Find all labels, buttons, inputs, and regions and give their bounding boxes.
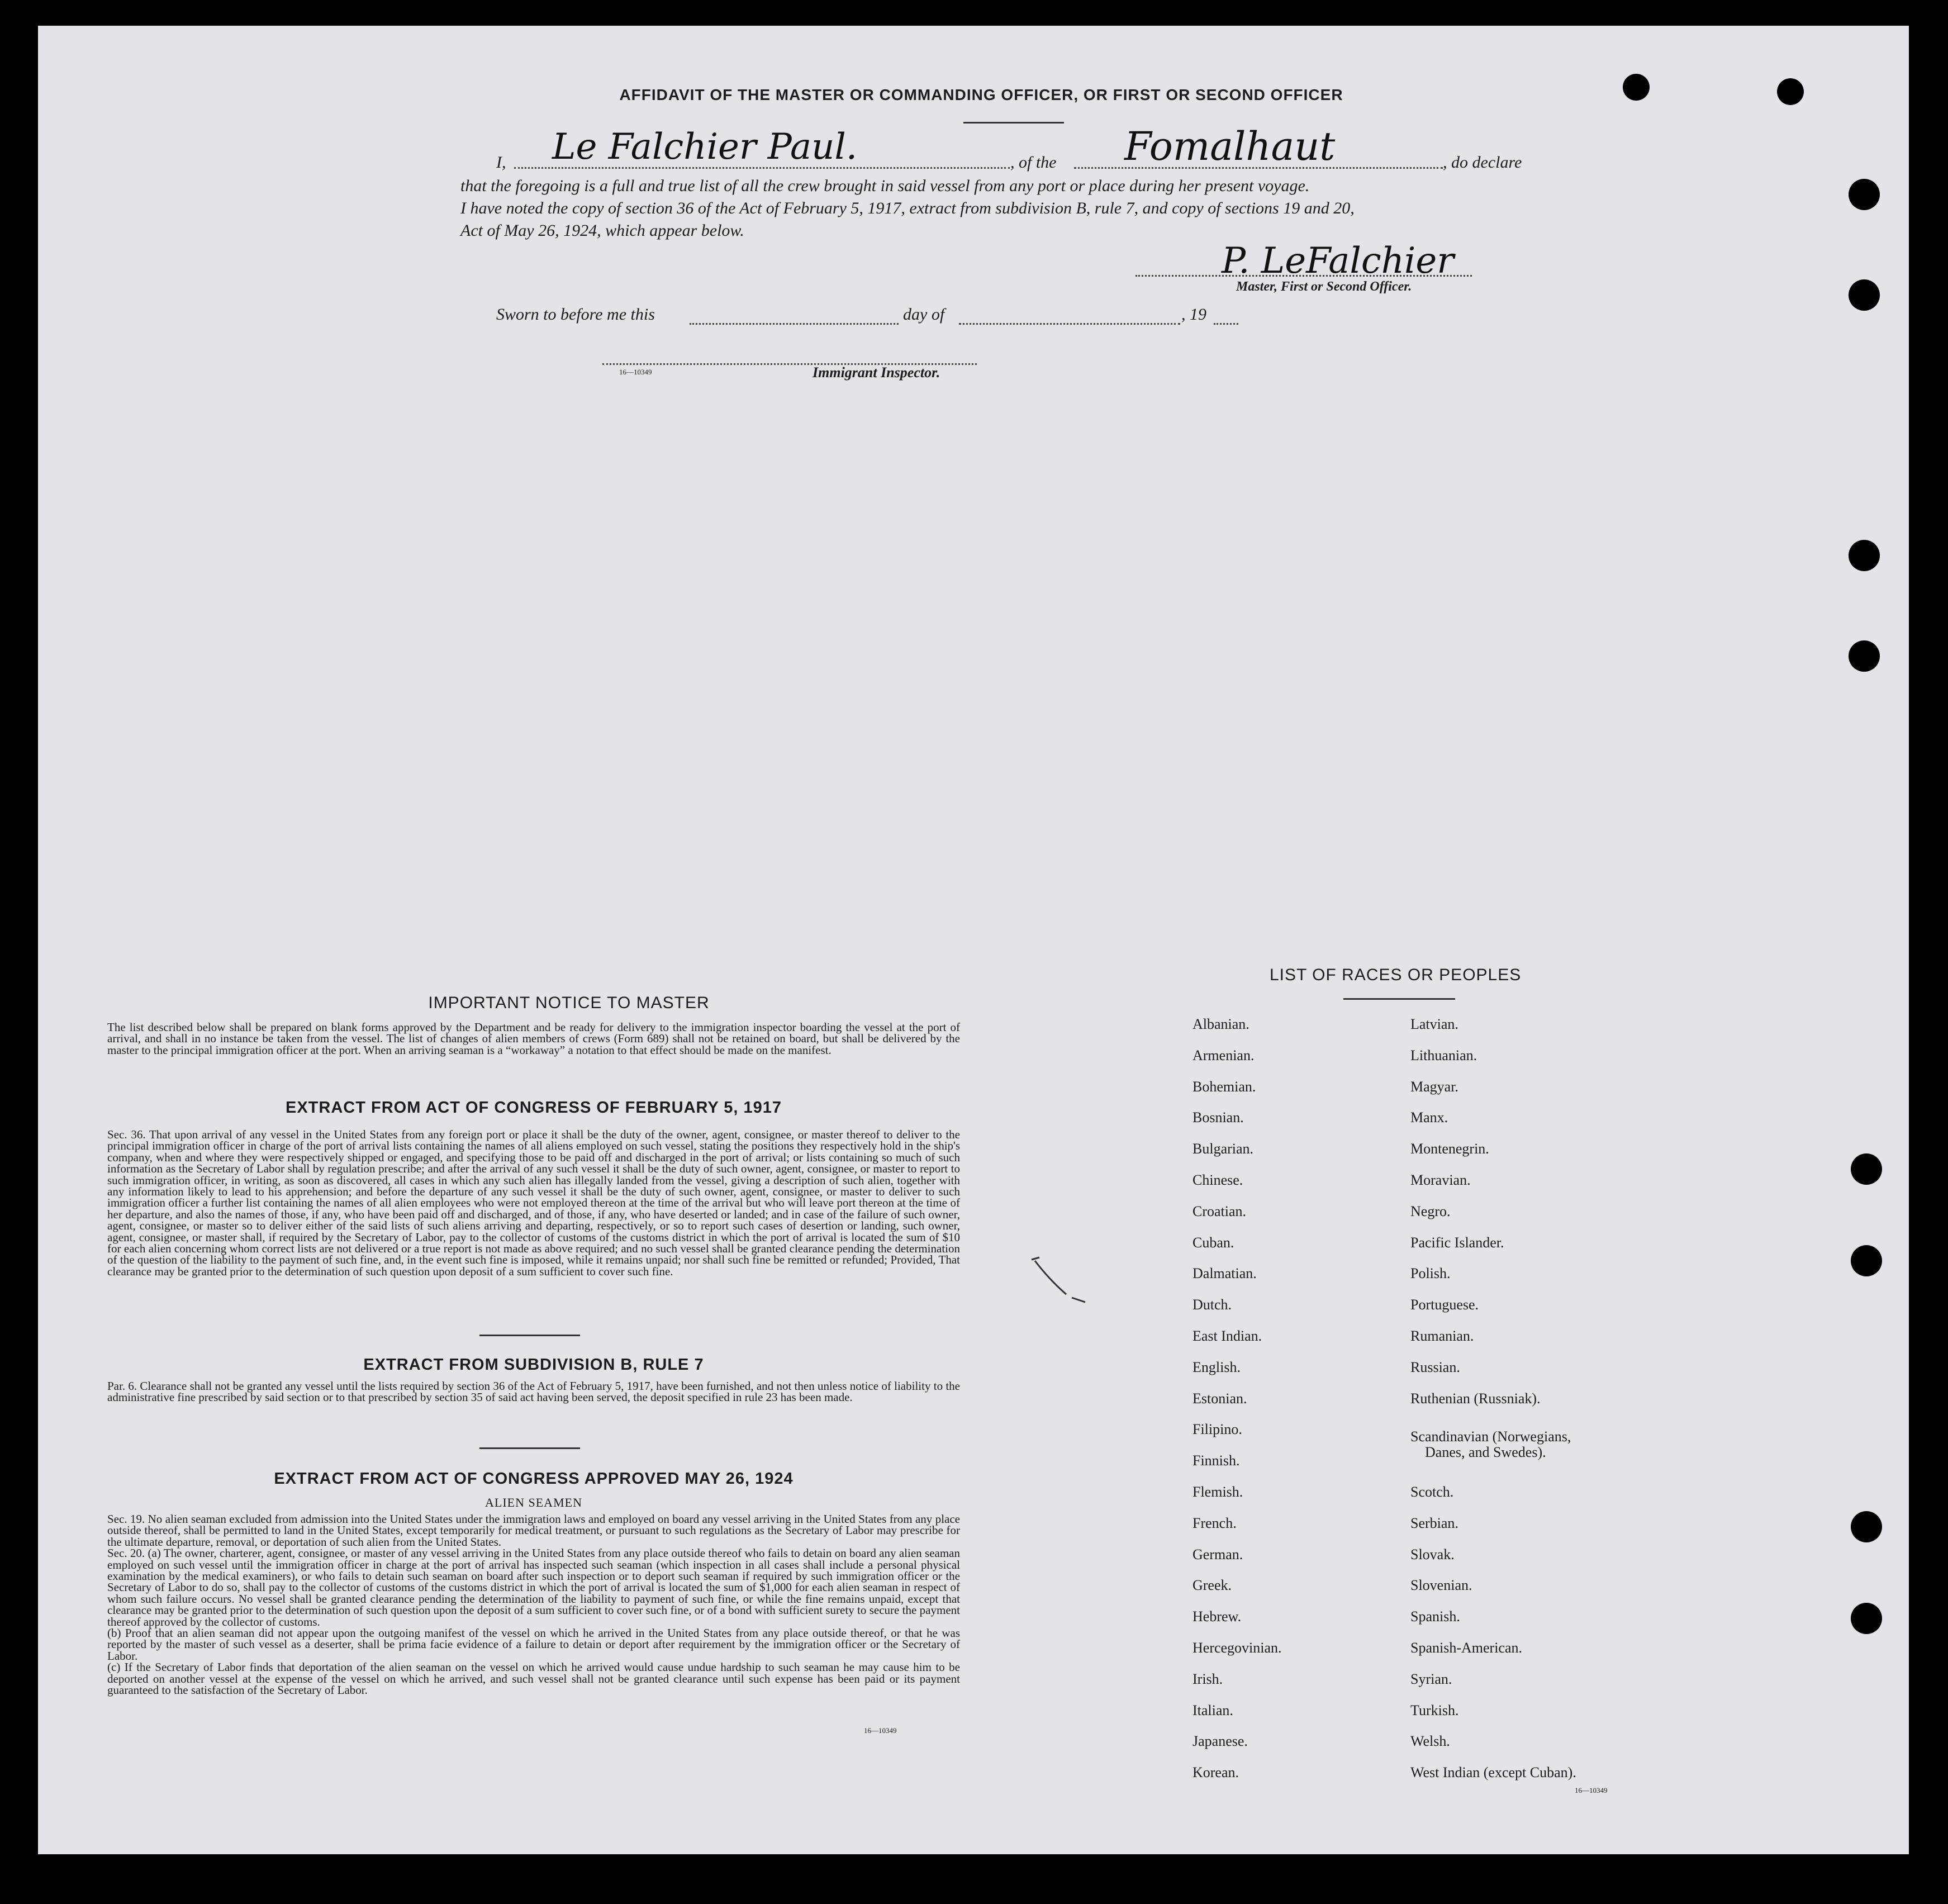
rule7-body: Par. 6. Clearance shall not be granted any vessel until the lists required by section 36 of the Act of February 5, 1917, have been furnished, and not then unless notice of liability to the administrative fine prescribed by said section or to that prescribed by section 35 of said act having been served, the deposit specified in rule 23 has been made. bbox=[107, 1379, 960, 1404]
race-item: Estonian. bbox=[1192, 1390, 1247, 1407]
race-item: Cuban. bbox=[1192, 1234, 1234, 1251]
race-item: Albanian. bbox=[1192, 1016, 1249, 1032]
of-the-label: , of the bbox=[1010, 153, 1057, 172]
sworn-day-dotted-line bbox=[690, 323, 899, 325]
races-title-underline bbox=[1343, 998, 1455, 1000]
race-item: Irish. bbox=[1192, 1670, 1223, 1687]
handwritten-signature: P. LeFalchier bbox=[1222, 240, 1454, 282]
year-dotted-line bbox=[1214, 323, 1238, 325]
race-item: Turkish. bbox=[1410, 1702, 1459, 1718]
race-item: French. bbox=[1192, 1514, 1237, 1531]
title-underline bbox=[963, 122, 1064, 124]
affidavit-i-label: I, bbox=[496, 153, 506, 172]
race-item: West Indian (except Cuban). bbox=[1410, 1764, 1576, 1781]
race-item: Flemish. bbox=[1192, 1484, 1243, 1500]
do-declare-label: , do declare bbox=[1443, 153, 1522, 172]
race-item: Scotch. bbox=[1410, 1484, 1454, 1500]
race-item: East Indian. bbox=[1192, 1328, 1262, 1344]
sec-19-paragraph: Sec. 19. No alien seaman excluded from admission into the United States under the immigration laws and employed on board any vessel arriving in the United States from any place outside thereof, shall be permitted to land in the United States, except temporarily for medical treatment, or pursuant to such regulations as the Secretary of Labor may prescribe for the ultimate departure, removal, or deportation of such alien from the United States. bbox=[107, 1512, 960, 1549]
race-item: Polish. bbox=[1410, 1265, 1451, 1282]
extract-1924-form-number: 16—10349 bbox=[864, 1726, 897, 1735]
notice-title: IMPORTANT NOTICE TO MASTER bbox=[428, 994, 710, 1012]
race-item: Bulgarian. bbox=[1192, 1141, 1254, 1157]
sec-20c-paragraph: (c) If the Secretary of Labor finds that deportation of the alien seaman on the vessel on which he arrived would cause undue hardship to such seaman he may cause him to be deported on another vessel at the expense of the vessel on which he arrived, and such vessel shall not be granted clearance until such expense has been paid or its payment guaranteed to the satisfaction of the Secretary of Labor. bbox=[107, 1660, 960, 1697]
punch-hole-2 bbox=[1849, 279, 1880, 311]
year-label: , 19 bbox=[1181, 305, 1206, 324]
race-item: Scandinavian (Norwegians, Danes, and Swedes). bbox=[1410, 1428, 1571, 1461]
sec-20b-paragraph: (b) Proof that an alien seaman did not appear upon the outgoing manifest of the vessel on which he arrived in the United States from any place outside thereof, or that he was reported by the master of such vessel as a deserter, shall be prima facie evidence of a failure to detain or deport after requirement by the immigration officer or the Secretary of Labor. bbox=[107, 1626, 960, 1663]
handwritten-name: Le Falchier Paul. bbox=[552, 126, 858, 168]
race-item: Slovenian. bbox=[1410, 1577, 1472, 1594]
race-item: Rumanian. bbox=[1410, 1328, 1474, 1344]
affidavit-title: AFFIDAVIT OF THE MASTER OR COMMANDING OFFICER, OR FIRST OR SECOND OFFICER bbox=[619, 86, 1343, 103]
race-item: Russian. bbox=[1410, 1359, 1460, 1375]
rule7-title: EXTRACT FROM SUBDIVISION B, RULE 7 bbox=[363, 1356, 704, 1374]
punch-hole-3 bbox=[1849, 540, 1880, 571]
race-item: Croatian. bbox=[1192, 1203, 1247, 1219]
race-item: Hebrew. bbox=[1192, 1608, 1242, 1625]
race-item: Welsh. bbox=[1410, 1733, 1450, 1750]
race-item: Bosnian. bbox=[1192, 1109, 1244, 1126]
extract-1924-title: EXTRACT FROM ACT OF CONGRESS APPROVED MAY 26, 1924 bbox=[274, 1470, 794, 1488]
punch-hole-5 bbox=[1851, 1153, 1882, 1185]
affidavit-form-number: 16—10349 bbox=[619, 368, 652, 376]
rule-divider-2 bbox=[479, 1447, 580, 1449]
race-item: Spanish-American. bbox=[1410, 1640, 1523, 1656]
race-item: German. bbox=[1192, 1546, 1243, 1563]
extract-1917-body: Sec. 36. That upon arrival of any vessel in the United States from any foreign port or place it shall be the duty of the owner, agent, consignee, or master thereof to deliver to the principal immigration officer in charge of the port of arrival lists containing the names of all aliens employed on such vessel, stating the positions they respectively hold in the ship's company, when and where they were respectively shipped or engaged, and specifying those to be paid off and discharged in the port of arrival; or lists containing so much of such information as the Secretary of Labor shall by regulation prescribe; and after the arrival of any such vessel it shall be the duty of such owner, agent, consignee, or master to report to such immigration officer, in writing, as soon as discovered, all cases in which any such alien has illegally landed from the vessel, giving a description of such alien, together with any information likely to lead to his apprehension; and before the departure of any such vessel it shall be the duty of such owner, agent, consignee, or master to deliver to such immigration officer a further list containing the names of all alien employees who were not employed thereon at the time of the arrival but who will leave port thereon at the time of her departure, and also the names of those, if any, who have been paid off and discharged, and of those, if any, who have deserted or landed; and in case of the failure of such owner, agent, consignee, or master so to deliver either of the said lists of such aliens arriving and departing, respectively, or so to report such cases of desertion or landing, such owner, agent, consignee, or master shall, if required by the Secretary of Labor, pay to the collector of customs of the customs district in which the port of arrival is located the sum of $10 for each alien concerning whom correct lists are not delivered or a true report is not made as above required; and no such vessel shall be granted clearance pending the determination of the question of the liability to the payment of such fine, and, in the event such fine is imposed, while it remains unpaid; nor shall such fine be remitted or refunded; Provided, That clearance may be granted prior to the determination of such question upon deposit of a sum sufficient to cover such fine. bbox=[107, 1128, 960, 1278]
race-item: Greek. bbox=[1192, 1577, 1232, 1594]
races-form-number: 16—10349 bbox=[1575, 1786, 1608, 1794]
notice-body: The list described below shall be prepared on blank forms approved by the Department and be ready for delivery to the immigration inspector boarding the vessel at the port of arrival, and shall in no instance be taken from the vessel. The list of changes of alien members of crews (Form 689) shall not be retained on board, but shall be delivered by the master to the principal immigration officer at the port. When an arriving seaman is a “workaway” a notation to that effect should be made on the manifest. bbox=[107, 1020, 960, 1057]
day-of-label: day of bbox=[903, 305, 945, 324]
race-item: Dalmatian. bbox=[1192, 1265, 1257, 1282]
extract-1924-body bbox=[107, 1513, 960, 1696]
punch-hole-1 bbox=[1849, 179, 1880, 210]
affidavit-line-3: I have noted the copy of section 36 of the Act of February 5, 1917, extract from subdivision B, rule 7, and copy of sections 19 and 20, bbox=[460, 199, 1355, 217]
race-item: Negro. bbox=[1410, 1203, 1451, 1219]
race-item: English. bbox=[1192, 1359, 1241, 1375]
race-item: Syrian. bbox=[1410, 1670, 1452, 1687]
race-item: Chinese. bbox=[1192, 1172, 1243, 1188]
sec-20a-paragraph: Sec. 20. (a) The owner, charterer, agent, consignee, or master of any vessel arriving in the United States from any place outside thereof who fails to detain on board any alien seaman employed on such vessel until the immigration officer in charge at the port of arrival has inspected such seaman (which inspection in all cases shall include a personal physical examination by the medical examiners), or who fails to detain such seaman on board after such inspection or to deport such seaman if required by such immigration officer or the Secretary of Labor to do so, shall pay to the collector of customs of the customs district in which the port of arrival is located the sum of $1,000 for each alien seaman in respect of whom such failure occurs. No vessel shall be granted clearance pending the determination of the liability to payment of such fine, or while the fine remains unpaid, except that clearance may be granted prior to the determination of such question upon the deposit of a sum sufficient to cover such fine, or of a bond with sufficient surety to secure the payment thereof approved by the collector of customs. bbox=[107, 1546, 960, 1628]
punch-hole-7 bbox=[1851, 1511, 1882, 1542]
race-item: Pacific Islander. bbox=[1410, 1234, 1504, 1251]
sworn-label: Sworn to before me this bbox=[496, 305, 655, 324]
race-item: Manx. bbox=[1410, 1109, 1448, 1126]
punch-hole-top-2 bbox=[1777, 78, 1804, 105]
race-item: Japanese. bbox=[1192, 1733, 1248, 1750]
race-item: Moravian. bbox=[1410, 1172, 1471, 1188]
race-item: Finnish. bbox=[1192, 1452, 1240, 1469]
document-page bbox=[38, 26, 1909, 1854]
punch-hole-top-1 bbox=[1623, 74, 1650, 101]
race-item: Bohemian. bbox=[1192, 1078, 1256, 1095]
race-item: Magyar. bbox=[1410, 1078, 1458, 1095]
race-item: Portuguese. bbox=[1410, 1297, 1479, 1313]
punch-hole-8 bbox=[1851, 1603, 1882, 1634]
inspector-caption: Immigrant Inspector. bbox=[813, 364, 940, 381]
race-item: Slovak. bbox=[1410, 1546, 1455, 1563]
race-item: Hercegovinian. bbox=[1192, 1640, 1282, 1656]
extract-1917-title: EXTRACT FROM ACT OF CONGRESS OF FEBRUARY 5, 1917 bbox=[285, 1099, 782, 1117]
affidavit-line-2: that the foregoing is a full and true list of all the crew brought in said vessel from any port or place during her present voyage. bbox=[460, 177, 1310, 195]
race-item: Latvian. bbox=[1410, 1016, 1458, 1032]
sworn-month-dotted-line bbox=[959, 323, 1180, 325]
handwritten-vessel: Fomalhaut bbox=[1124, 124, 1336, 169]
race-item: Ruthenian (Russniak). bbox=[1410, 1390, 1541, 1407]
races-title: LIST OF RACES OR PEOPLES bbox=[1270, 966, 1522, 984]
race-item: Spanish. bbox=[1410, 1608, 1460, 1625]
race-item: Lithuanian. bbox=[1410, 1047, 1477, 1063]
race-item: Serbian. bbox=[1410, 1514, 1458, 1531]
pencil-mark bbox=[1027, 1255, 1094, 1305]
punch-hole-6 bbox=[1851, 1245, 1882, 1276]
race-item: Korean. bbox=[1192, 1764, 1239, 1781]
affidavit-line-4: Act of May 26, 1924, which appear below. bbox=[460, 221, 744, 240]
race-item: Dutch. bbox=[1192, 1297, 1232, 1313]
alien-seamen-subtitle: ALIEN SEAMEN bbox=[485, 1495, 582, 1509]
race-item: Armenian. bbox=[1192, 1047, 1255, 1063]
rule-divider-1 bbox=[479, 1335, 580, 1336]
race-item: Italian. bbox=[1192, 1702, 1233, 1718]
signature-caption: Master, First or Second Officer. bbox=[1236, 279, 1412, 294]
punch-hole-4 bbox=[1849, 640, 1880, 672]
race-item: Filipino. bbox=[1192, 1421, 1242, 1438]
race-item: Montenegrin. bbox=[1410, 1141, 1489, 1157]
